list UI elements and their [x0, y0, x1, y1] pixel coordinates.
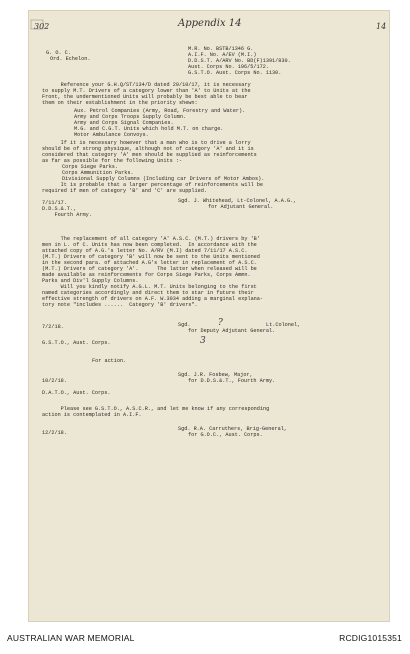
paragraph-1-line-3: Front, the undermentioned Units will probably be best able to bear — [42, 94, 248, 100]
paragraph-2-line-2: should be of strong physique, although not of category 'A' and it is — [42, 146, 254, 152]
paragraph-1-line-2: to supply M.T. Drivers of a category lower than 'A' to Units at the — [42, 88, 251, 94]
addressee-line-1: G. O. C. — [46, 50, 71, 56]
paragraph-4-line: tory note "includes ...... Category 'B' drivers". — [42, 302, 198, 308]
reference-line-1: M.R. No. BSTB/1346 G. — [188, 46, 254, 52]
unit-item: Motor Ambulance Convoys. — [74, 132, 149, 138]
unit-item: Army and Corps Troops Supply Column. — [74, 114, 187, 120]
document-sheet — [28, 10, 390, 622]
signature-1-date: 7/11/17. — [42, 200, 67, 206]
paragraph-5-line: Please see G.S.T.O., A.S.C.R., and let me know if any corresponding — [42, 406, 270, 412]
appendix-handwritten: Appendix 14 — [178, 18, 242, 29]
paragraph-3-line-1: It is probable that a larger percentage of reinforcements will be — [42, 182, 264, 188]
paragraph-2-line-1: If it is necessary however that a man who is to drive a lorry — [42, 140, 251, 146]
paragraph-5-line: action is contemplated in A.I.F. — [42, 412, 142, 418]
signature-3-line-1: Sgd. J.R. Fosbew, Major, — [178, 372, 253, 378]
signature-4-line-2: for G.O.C., Aust. Corps. — [188, 432, 263, 438]
reference-line-2: A.I.F. No. A/EV (M.I.) — [188, 52, 257, 58]
paragraph-4-line: made available as reinforcements for Corps Siege Parks, Corps Ammn. — [42, 272, 251, 278]
signature-1-line-2: for Adjutant General. — [208, 204, 274, 210]
paragraph-4-line: effective strength of drivers on A.F. W.3034 adding a marginal explana- — [42, 296, 264, 302]
signature-2-sgd: Sgd. — [178, 322, 191, 328]
paragraph-4-line: (M.T.) Drivers of category 'B' will now be sent to the Units mentioned — [42, 254, 260, 260]
paragraph-4-line: Will you kindly notify A.G.L. M.T. Units belonging to the first — [42, 284, 257, 290]
reference-line-3: D.D.S.T. A/ARV No. BD(F)1391/830. — [188, 58, 291, 64]
paragraph-4-line: in the second para. of attached A.G's letter in replacement of A.S.C. — [42, 260, 257, 266]
signature-4-line-1: Sgd. R.A. Carruthers, Brig-General, — [178, 426, 287, 432]
reference-line-4: Aust. Corps No. 196/5/172. — [188, 64, 269, 70]
signature-2-addressee: G.S.T.O., Aust. Corps. — [42, 340, 111, 346]
signature-3-addressee: D.A.T.O., Aust. Corps. — [42, 390, 111, 396]
signature-2-handmark: ? — [218, 318, 223, 328]
reference-line-5: G.S.T.O. Aust. Corps No. 1130. — [188, 70, 282, 76]
signature-2-line-2: for Deputy Adjutant General. — [188, 328, 276, 334]
unit-item-2: Corps Ammunition Parks. — [62, 170, 134, 176]
addressee-line-2: Ord. Echelon. — [50, 56, 91, 62]
signature-4-date: 12/2/18. — [42, 430, 67, 436]
unit-item-2: Corps Siege Parks. — [62, 164, 119, 170]
paragraph-1-line-4: them on their establishment in the priority shewn: — [42, 100, 198, 106]
paragraph-2-line-3: considered that category 'A' men should be supplied as reinforcements — [42, 152, 257, 158]
page-number-right: 14 — [376, 22, 387, 31]
paragraph-4-line: attached copy of A.G.'s letter No. A/RV (M.I) dated 7/11/17 A.S.C. — [42, 248, 248, 254]
unit-item-2: Divisional Supply Columns (Including car Drivers of Motor Ambos). — [62, 176, 265, 182]
unit-item: M.G. and C.G.T. Units which hold M.T. on charge. — [74, 126, 224, 132]
signature-3-line-2: for D.D.S.&.T., Fourth Army. — [188, 378, 276, 384]
paragraph-4-line: The replacement of all category 'A' A.S.C. (M.T.) drivers by 'B' — [42, 236, 260, 242]
footer-catalogue-id: RCDIG1015351 — [339, 633, 402, 643]
paragraph-2-line-4: as far as possible for the following Units :- — [42, 158, 183, 164]
signature-3-date: 10/2/18. — [42, 378, 67, 384]
footer-institution: AUSTRALIAN WAR MEMORIAL — [7, 633, 135, 643]
signature-2-handmark-2: 3 — [200, 336, 206, 346]
paragraph-4-line: named categories accordingly and direct them to star in future their — [42, 290, 254, 296]
paragraph-3-line-2: required if men of category 'B' and 'C' are supplied. — [42, 188, 207, 194]
paragraph-4-line: Parks and Div'l Supply Columns. — [42, 278, 139, 284]
unit-item: Aux. Petrol Companies (Army, Road, Forestry and Water). — [74, 108, 246, 114]
archive-footer — [0, 630, 410, 644]
signature-2-date: 7/2/18. — [42, 324, 64, 330]
for-action: For action. — [92, 358, 127, 364]
signature-1-addressee-1: D.D.S.&.T., — [42, 206, 77, 212]
signature-1-addressee-2: Fourth Army. — [42, 212, 92, 218]
paragraph-4-line: men in L. of C. Units has now been completed. In accordance with the — [42, 242, 257, 248]
paragraph-1-line-1: Reference your G.H.Q/ST/134/D dated 20/10/17, it is necessary — [42, 82, 251, 88]
signature-2-rank: Lt.Colonel, — [266, 322, 301, 328]
page-number-left: 302 — [34, 22, 50, 31]
signature-1-line-1: Sgd. J. Whitehead, Lt-Colonel, A.A.G., — [178, 198, 297, 204]
unit-item: Army and Corps Signal Companies. — [74, 120, 174, 126]
paragraph-4-line: (M.T.) Drivers of category 'A'. The latter when released will be — [42, 266, 257, 272]
